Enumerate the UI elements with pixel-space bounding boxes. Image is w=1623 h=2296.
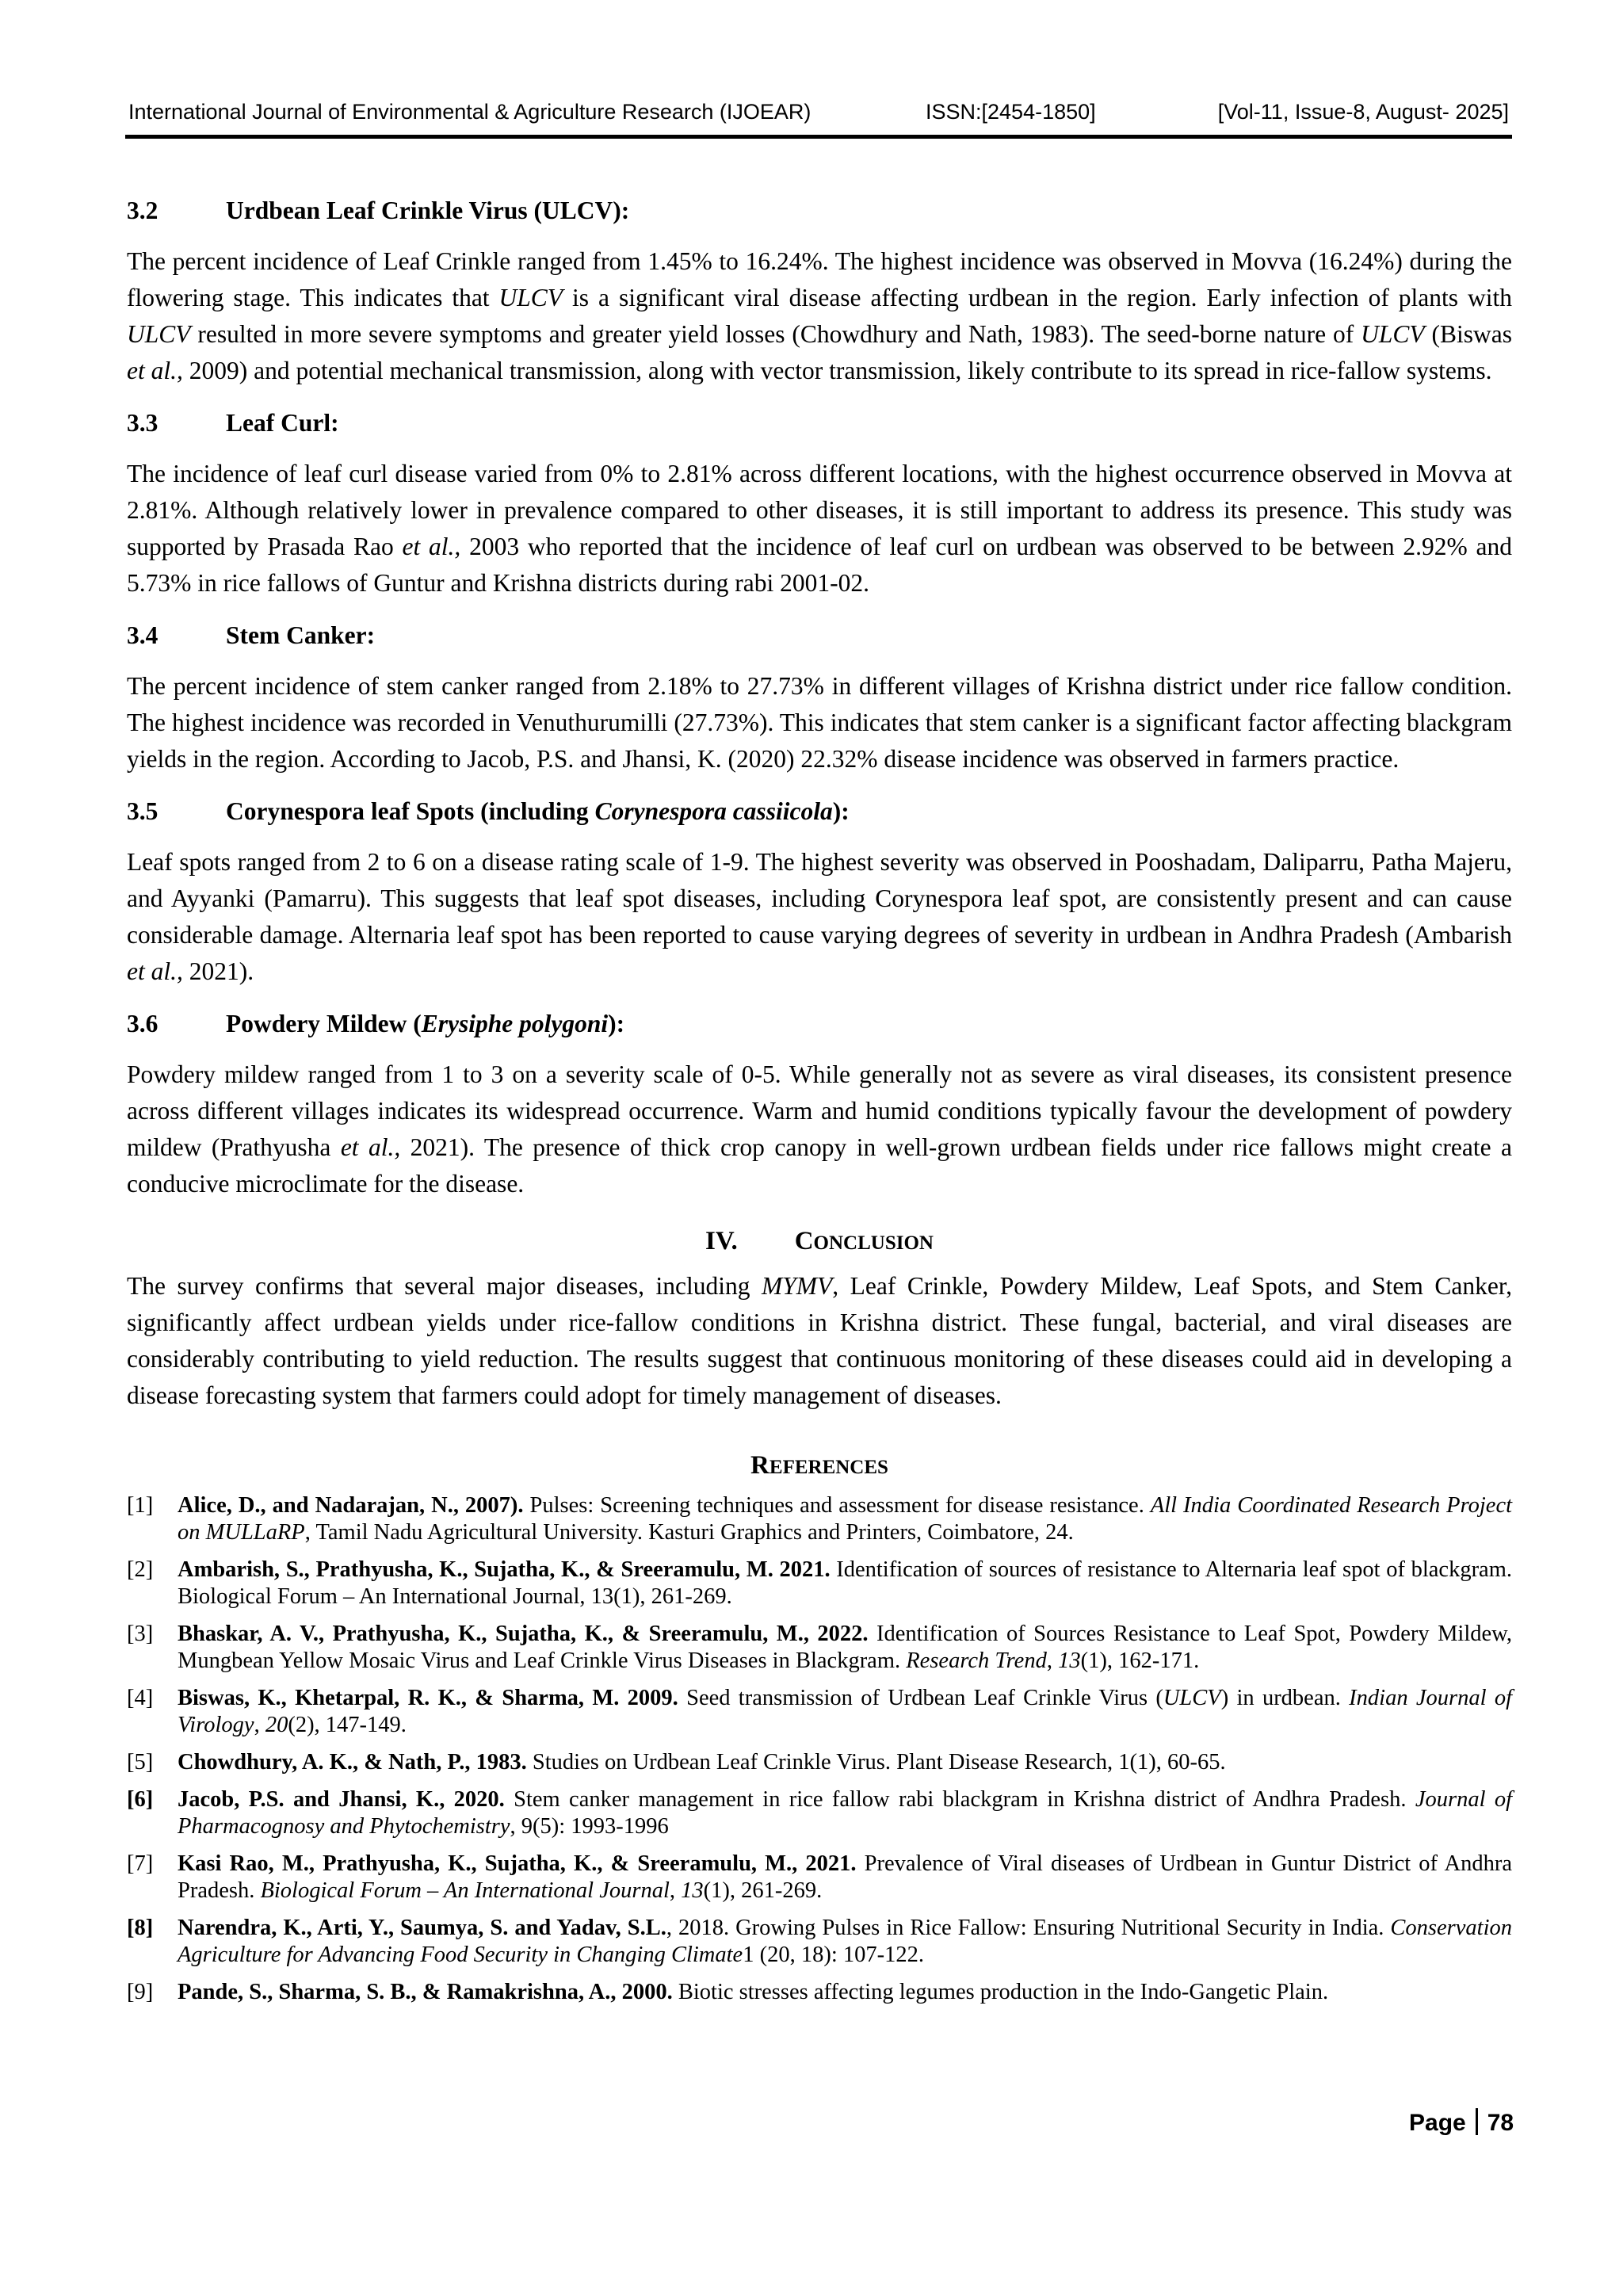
page-separator [1476, 2108, 1478, 2135]
text-run: Powdery mildew ranged from 1 to 3 on a severity scale of 0-5. While generally not as severe as viral diseases, its consistent presence across different villages indicates its widespread occurrence. Warm and humid conditions typically favour the development of powdery mildew (Prathyusha [127, 1060, 1512, 1161]
text-run: Biswas, K., Khetarpal, R. K., & Sharma, M. 2009. [178, 1686, 678, 1710]
reference-item [127, 1851, 1512, 1904]
text-run: ): [832, 797, 850, 825]
text-run: Leaf spots ranged from 2 to 6 on a disease rating scale of 1-9. The highest severity was observed in Pooshadam, Daliparru, Patha Majeru, and Ayyanki (Pamarru). This suggests that leaf spot diseases, including Corynespora leaf spot, are consistently present and can cause considerable damage. Alternaria leaf spot has been reported to cause varying degrees of severity in urdbean in Andhra Pradesh (Ambarish [127, 848, 1512, 949]
text-run: , Tamil Nadu Agricultural University. Kasturi Graphics and Printers, Coimbatore, 24. [304, 1520, 1074, 1545]
section-heading [127, 617, 1512, 654]
section-number: 3.4 [127, 621, 158, 649]
text-run: The survey confirms that several major diseases, including [127, 1272, 762, 1300]
section-heading [127, 793, 1512, 830]
text-run: ULCV [1361, 320, 1425, 348]
text-run: ) in urdbean. [1220, 1686, 1350, 1710]
text-run: Conservation Agriculture for Advancing Food Security in Changing Climate [178, 1916, 1512, 1967]
text-run: Erysiphe polygoni [421, 1010, 609, 1037]
section-number: 3.2 [127, 197, 158, 224]
text-run: Ambarish, S., Prathyusha, K., Sujatha, K., & Sreeramulu, M. 2021. [178, 1557, 831, 1582]
reference-list [127, 1492, 1512, 2006]
text-run: 13 [681, 1878, 704, 1903]
text-run: 2021). The presence of thick crop canopy in well-grown urdbean fields under rice fallows might create a conducive microclimate for the disease. [127, 1133, 1512, 1198]
reference-item [127, 1492, 1512, 1546]
reference-number: [8] [127, 1916, 154, 1940]
reference-item [127, 1749, 1512, 1776]
text-run: Stem canker management in rice fallow rabi blackgram in Krishna district of Andhra Pradesh. [504, 1787, 1415, 1812]
text-run: MYMV [762, 1272, 833, 1300]
conclusion-heading [127, 1223, 1512, 1262]
reference-number: [9] [127, 1980, 154, 2004]
page-number: 78 [1487, 2110, 1514, 2136]
results-sections [127, 193, 1512, 1202]
header-volume: [Vol-11, Issue-8, August- 2025] [1217, 100, 1509, 124]
text-run: Pande, S., Sharma, S. B., & Ramakrishna, A., 2000. [178, 1980, 673, 2004]
text-run: The percent incidence of stem canker ranged from 2.18% to 27.73% in different villages of Krishna district under rice fallow condition. The highest incidence was recorded in Venuthurumilli (27.73%). This indicates that stem canker is a significant factor affecting blackgram yields in the region. According to Jacob, P.S. and Jhansi, K. (2020) 22.32% disease incidence was observed in farmers practice. [127, 672, 1512, 773]
text-run: et al., [127, 957, 183, 985]
text-run: Research Trend [906, 1648, 1047, 1673]
conclusion-title-rest: ONCLUSION [813, 1232, 934, 1254]
section-title [226, 1010, 624, 1037]
text-run: ): [608, 1010, 625, 1037]
text-run: Alice, D., and Nadarajan, N., 2007). [178, 1493, 524, 1518]
text-run: et al., [127, 357, 183, 384]
reference-number: [6] [127, 1787, 154, 1812]
section-heading [127, 1006, 1512, 1042]
reference-item [127, 1621, 1512, 1675]
text-run: Jacob, P.S. and Jhansi, K., 2020. [178, 1787, 505, 1812]
text-run: 2021). [182, 957, 254, 985]
text-run: ULCV [127, 320, 191, 348]
text-run: Studies on Urdbean Leaf Crinkle Virus. Plant Disease Research, 1(1), 60-65. [526, 1750, 1226, 1775]
reference-number: [7] [127, 1851, 154, 1876]
running-header [125, 94, 1512, 139]
reference-number: [5] [127, 1750, 154, 1775]
text-run: Kasi Rao, M., Prathyusha, K., Sujatha, K., & Sreeramulu, M., 2021. [178, 1851, 857, 1876]
reference-number: [4] [127, 1686, 154, 1710]
reference-number: [3] [127, 1622, 154, 1646]
page-label: Page [1409, 2110, 1466, 2136]
section-heading [127, 405, 1512, 441]
text-run: Indian Journal of Virology [178, 1686, 1512, 1737]
text-run: Biotic stresses affecting legumes production in the Indo-Gangetic Plain. [672, 1980, 1329, 2004]
text-run: Bhaskar, A. V., Prathyusha, K., Sujatha, K., & Sreeramulu, M., 2022. [178, 1622, 869, 1646]
text-run: Powdery Mildew ( [226, 1010, 422, 1037]
reference-item [127, 1786, 1512, 1840]
reference-item [127, 1685, 1512, 1739]
section-paragraph [127, 1056, 1512, 1202]
text-run: Narendra, K., Arti, Y., Saumya, S. and Yadav, S.L. [178, 1916, 666, 1940]
text-run: Identification of sources of resistance to Alternaria leaf spot of blackgram. Biological Forum – An International Journal, 13(1), 261-269. [178, 1557, 1512, 1609]
text-run: 13 [1058, 1648, 1081, 1673]
text-run: , [254, 1713, 265, 1737]
reference-item [127, 1979, 1512, 2006]
reference-number: [1] [127, 1493, 154, 1518]
text-run: , 2018. Growing Pulses in Rice Fallow: Ensuring Nutritional Security in India. [666, 1916, 1391, 1940]
references-title-initial: R [750, 1451, 769, 1480]
text-run: , 9(5): 1993-1996 [510, 1814, 669, 1839]
text-run: et al., [340, 1133, 401, 1161]
section-title [226, 409, 339, 437]
section-paragraph [127, 844, 1512, 990]
text-run: Stem Canker: [226, 621, 376, 649]
text-run: Identification of Sources Resistance to Leaf Spot, Powdery Mildew, Mungbean Yellow Mosaic Virus and Leaf Crinkle Virus Diseases in Blackgram. [178, 1622, 1513, 1673]
text-run: 1 (20, 18): 107-122. [743, 1943, 924, 1967]
text-run: (1), 162-171. [1080, 1648, 1200, 1673]
text-run: ULCV [498, 284, 563, 311]
text-run: , Leaf Crinkle, Powdery Mildew, Leaf Spots, and Stem Canker, significantly affect urdbean yields under rice-fallow conditions in Krishna district. These fungal, bacterial, and viral diseases are considerably contributing to yield reduction. The results suggest that continuous monitoring of these diseases could aid in developing a disease forecasting system that farmers could adopt for timely management of diseases. [127, 1272, 1512, 1409]
text-run: et al., [402, 533, 461, 560]
text-run: (2), 147-149. [288, 1713, 407, 1737]
section-paragraph [127, 243, 1512, 389]
text-run: resulted in more severe symptoms and greater yield losses (Chowdhury and Nath, 1983). The seed-borne nature of [190, 320, 1361, 348]
references-title-rest: EFERENCES [769, 1457, 888, 1478]
section-number: 3.5 [127, 797, 158, 825]
conclusion-roman-numeral: IV. [705, 1227, 738, 1255]
conclusion-title-initial: C [794, 1227, 814, 1255]
text-run: 2003 who reported that the incidence of leaf curl on urdbean was observed to be between 2.92% and 5.73% in rice fallows of Guntur and Krishna districts during rabi 2001-02. [127, 533, 1512, 597]
conclusion-paragraph [127, 1268, 1512, 1414]
text-run: Corynespora leaf Spots (including [226, 797, 595, 825]
text-run: Pulses: Screening techniques and assessment for disease resistance. [523, 1493, 1151, 1518]
text-run: Corynespora cassiicola [594, 797, 833, 825]
text-run: Leaf Curl: [226, 409, 339, 437]
text-run: Biological Forum – An International Journal [260, 1878, 670, 1903]
text-run: All India Coordinated Research Project on MULLaRP [178, 1493, 1513, 1545]
text-run: 2009) and potential mechanical transmission, along with vector transmission, likely contribute to its spread in rice-fallow systems. [182, 357, 1492, 384]
section-paragraph [127, 668, 1512, 777]
section-title [226, 621, 375, 649]
section-number: 3.6 [127, 1010, 158, 1037]
text-run: The incidence of leaf curl disease varied from 0% to 2.81% across different locations, with the highest occurrence observed in Movva at 2.81%. Although relatively lower in prevalence compared to other diseases, it is still important to address its presence. This study was supported by Prasada Rao [127, 460, 1512, 560]
text-run: (Biswas [1424, 320, 1513, 348]
text-run: ULCV [1163, 1686, 1221, 1710]
text-run: , [1046, 1648, 1059, 1673]
text-run: Urdbean Leaf Crinkle Virus (ULCV): [226, 197, 630, 224]
page-footer [1409, 2108, 1512, 2146]
reference-item [127, 1557, 1512, 1610]
text-run: The percent incidence of Leaf Crinkle ranged from 1.45% to 16.24%. The highest incidence was observed in Movva (16.24%) during the flowering stage. This indicates that [127, 247, 1512, 311]
text-run: , [669, 1878, 682, 1903]
section-title [226, 197, 629, 224]
reference-item [127, 1915, 1512, 1969]
references-heading [127, 1447, 1512, 1486]
text-run: Seed transmission of Urdbean Leaf Crinkle Virus ( [678, 1686, 1163, 1710]
section-number: 3.3 [127, 409, 158, 437]
section-heading [127, 193, 1512, 229]
main-content [127, 193, 1512, 2016]
text-run: (1), 261-269. [703, 1878, 823, 1903]
text-run: Prevalence of Viral diseases of Urdbean in Guntur District of Andhra Pradesh. [178, 1851, 1512, 1903]
text-run: is a significant viral disease affecting urdbean in the region. Early infection of plants with [563, 284, 1513, 311]
section-paragraph [127, 456, 1512, 602]
section-title [226, 797, 850, 825]
text-run: Journal of Pharmacognosy and Phytochemistry [178, 1787, 1512, 1839]
text-run: 20 [265, 1713, 288, 1737]
header-journal-name: International Journal of Environmental & Agriculture Research (IJOEAR) [128, 100, 812, 124]
header-issn: ISSN:[2454-1850] [926, 100, 1096, 124]
text-run: Chowdhury, A. K., & Nath, P., 1983. [178, 1750, 527, 1775]
reference-number: [2] [127, 1557, 154, 1582]
